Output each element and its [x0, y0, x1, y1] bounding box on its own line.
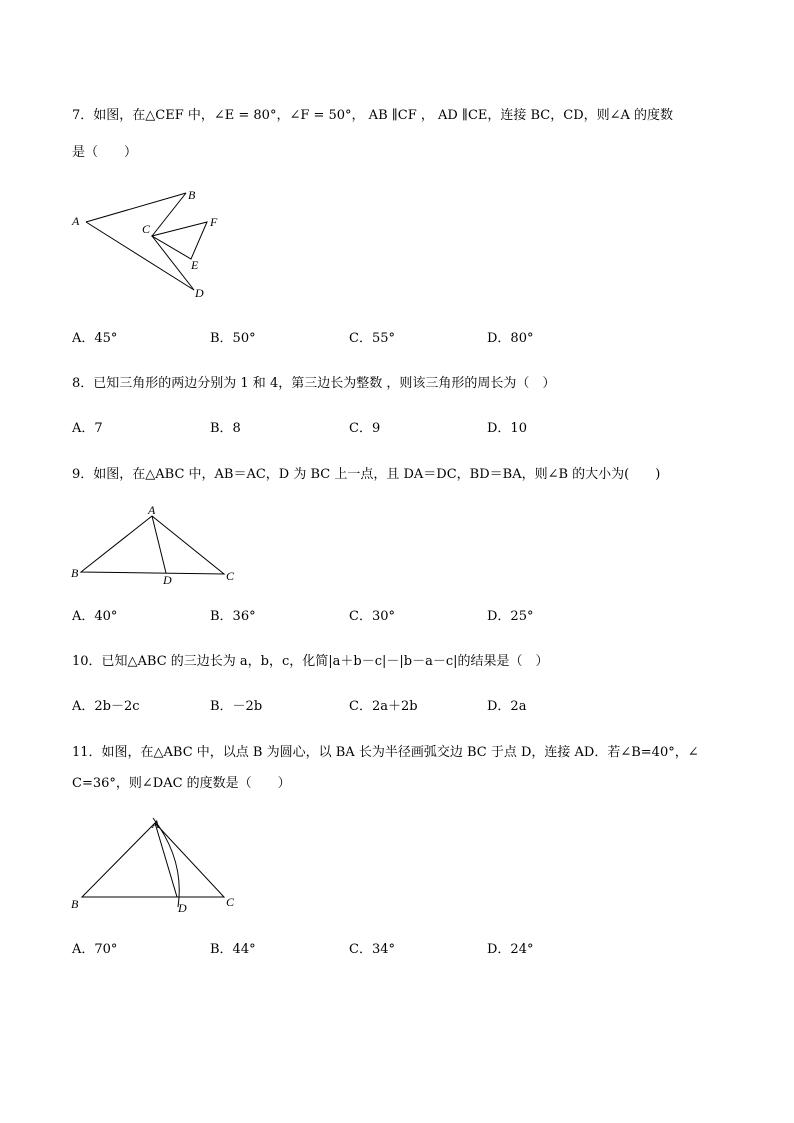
- q11-option-c[interactable]: C．34°: [349, 942, 395, 957]
- q8-option-c[interactable]: C．9: [349, 421, 381, 436]
- q7-label-f: F: [210, 215, 218, 229]
- q11-option-d[interactable]: D．24°: [487, 942, 534, 957]
- q9-option-b[interactable]: B．36°: [210, 609, 256, 624]
- q9-label-d: D: [163, 573, 172, 587]
- q9-option-c[interactable]: C．30°: [349, 609, 395, 624]
- q9-label-c: C: [226, 569, 235, 583]
- q8-option-b[interactable]: B．8: [210, 421, 241, 436]
- q7-option-d[interactable]: D．80°: [487, 331, 534, 346]
- q11-label-d: D: [178, 901, 187, 915]
- q9-stem: 9．如图，在△ABC 中，AB＝AC，D 为 BC 上一点，且 DA＝DC，BD＝BA，则∠B 的大小为( ): [72, 467, 661, 482]
- q10-option-b[interactable]: B．－2b: [210, 699, 263, 714]
- q10-option-a[interactable]: A．2b－2c: [72, 699, 140, 714]
- q7-label-d: D: [195, 286, 204, 300]
- q8-option-d[interactable]: D．10: [487, 421, 527, 436]
- q10-option-d[interactable]: D．2a: [487, 699, 527, 714]
- q11-triangle-abc: [82, 823, 224, 897]
- q7-label-e: E: [191, 258, 199, 272]
- q8-stem: 8．已知三角形的两边分别为 1 和 4，第三边长为整数 ，则该三角形的周长为（ ）: [72, 376, 556, 391]
- q7-option-a[interactable]: A．45°: [72, 331, 118, 346]
- q11-option-b[interactable]: B．44°: [210, 942, 256, 957]
- q11-option-a[interactable]: A．70°: [72, 942, 118, 957]
- q10-stem: 10．已知△ABC 的三边长为 a，b，c，化简|a＋b－c|－|b－a－c|的结果是（ ）: [72, 654, 549, 669]
- q9-label-b: B: [71, 566, 79, 580]
- q7-option-c[interactable]: C．55°: [349, 331, 395, 346]
- q11-stem-line1: 11．如图，在△ABC 中，以点 B 为圆心，以 BA 长为半径画弧交边 BC 于点 D，连接 AD．若∠B=40°，∠: [72, 745, 699, 760]
- q7-stem-line1: 7．如图，在△CEF 中，∠E = 80°，∠F = 50°， AB ∥CF ， AD ∥CE，连接 BC，CD，则∠A 的度数: [72, 108, 674, 123]
- q7-label-a: A: [72, 214, 80, 228]
- q11-label-a: A: [152, 817, 160, 831]
- q11-label-c: C: [226, 895, 235, 909]
- q11-label-b: B: [71, 897, 79, 911]
- q9-option-a[interactable]: A．40°: [72, 609, 118, 624]
- q9-option-d[interactable]: D．25°: [487, 609, 534, 624]
- q11-arc: [153, 818, 179, 907]
- q7-stem-line2: 是（ ）: [72, 145, 138, 160]
- q7-label-b: B: [188, 188, 196, 202]
- q8-option-a[interactable]: A．7: [72, 421, 103, 436]
- q7-label-c: C: [142, 222, 151, 236]
- q10-option-c[interactable]: C．2a＋2b: [349, 699, 418, 714]
- q9-label-a: A: [148, 503, 156, 517]
- q11-stem-line2: C=36°，则∠DAC 的度数是（ ）: [72, 776, 291, 791]
- q7-option-b[interactable]: B．50°: [210, 331, 256, 346]
